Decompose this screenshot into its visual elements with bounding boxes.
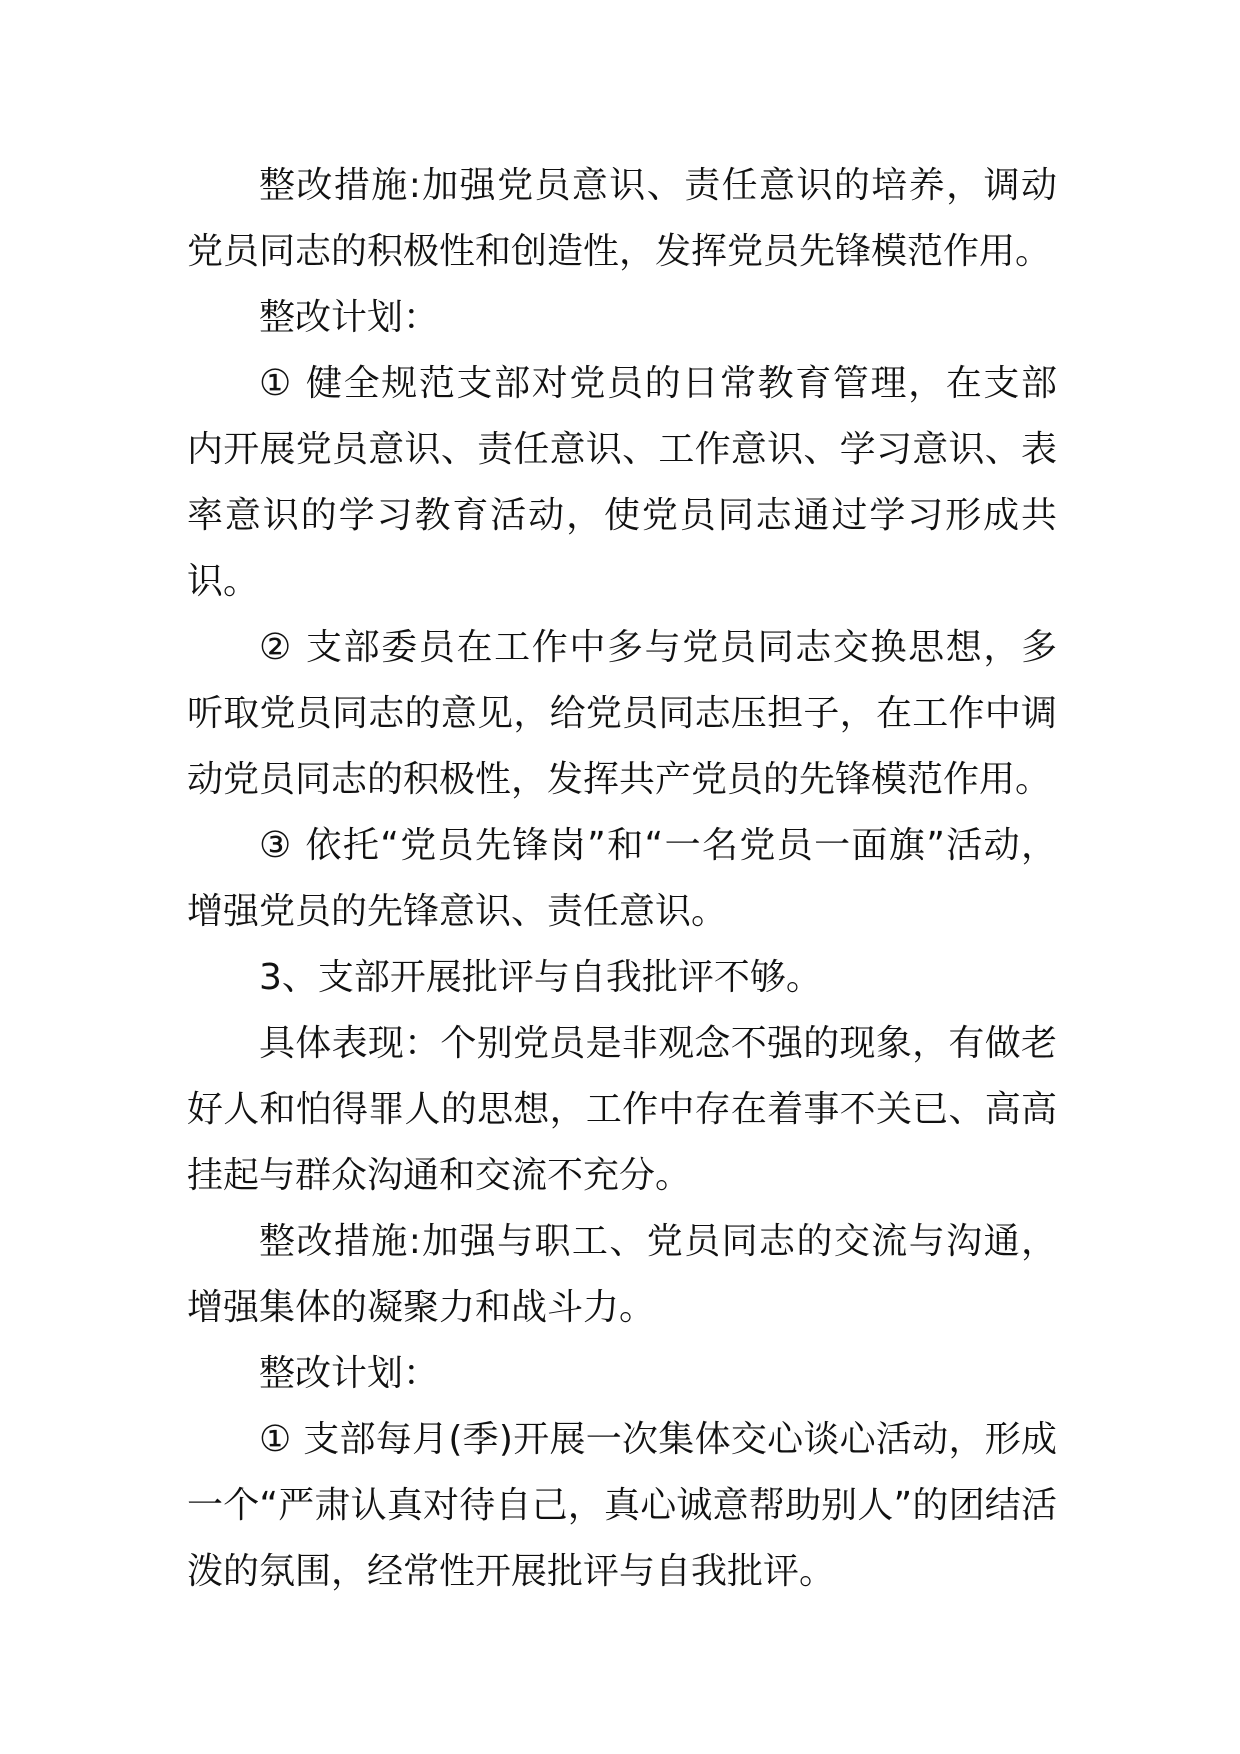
- paragraph-rectification-plan-heading-1: 整改计划：: [259, 297, 440, 338]
- paragraph-rectification-plan-heading-2: 整改计划：: [259, 1353, 440, 1394]
- paragraph-plan-item-4: ① 支部每月(季)开展一次集体交心谈心活动，形成一个“严肃认真对待自己，真心诚意帮助别人”的团结活泼的氛围，经常性开展批评与自我批评。: [187, 1419, 1057, 1592]
- paragraph-specific-manifestation: 具体表现：个别党员是非观念不强的现象，有做老好人和怕得罪人的思想，工作中存在着事不关已、高高挂起与群众沟通和交流不充分。: [187, 1023, 1057, 1196]
- paragraph-plan-item-1: ① 健全规范支部对党员的日常教育管理，在支部内开展党员意识、责任意识、工作意识、学习意识、表率意识的学习教育活动，使党员同志通过学习形成共识。: [187, 363, 1057, 602]
- document-body: [187, 153, 1057, 1605]
- paragraph-plan-item-2: ② 支部委员在工作中多与党员同志交换思想，多听取党员同志的意见，给党员同志压担子，在工作中调动党员同志的积极性，发挥共产党员的先锋模范作用。: [187, 627, 1057, 800]
- paragraph-rectification-measures-2: 整改措施:加强与职工、党员同志的交流与沟通，增强集体的凝聚力和战斗力。: [187, 1221, 1057, 1328]
- paragraph-rectification-measures-1: 整改措施:加强党员意识、责任意识的培养，调动党员同志的积极性和创造性，发挥党员先锋模范作用。: [187, 165, 1057, 272]
- paragraph-plan-item-3: ③ 依托“党员先锋岗”和“一名党员一面旗”活动，增强党员的先锋意识、责任意识。: [187, 825, 1057, 932]
- paragraph-section-3-heading: 3、支部开展批评与自我批评不够。: [259, 957, 822, 998]
